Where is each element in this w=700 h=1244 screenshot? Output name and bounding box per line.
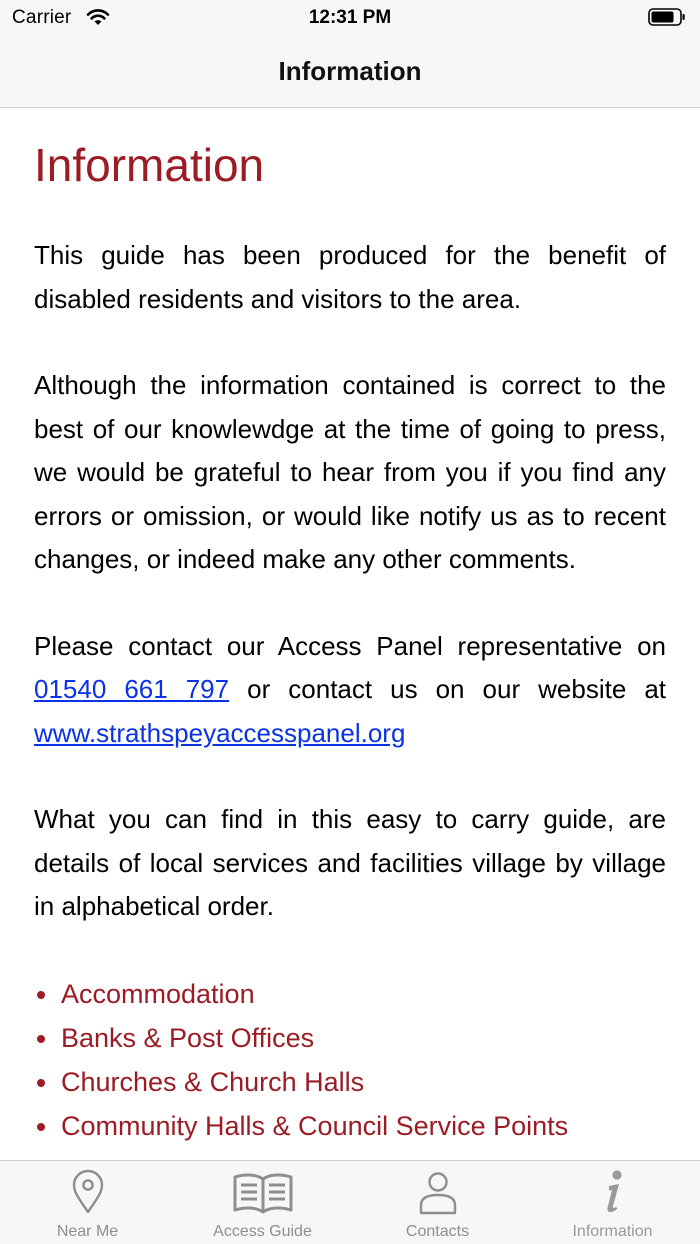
navigation-header (0, 0, 700, 108)
status-time: 12:31 PM (308, 7, 392, 28)
nav-title: Information (278, 56, 422, 86)
contact-text-middle: or contact us on our website at (229, 674, 666, 704)
contact-text-lead: Please contact our Access Panel representative on (34, 630, 666, 661)
guide-description-paragraph: What you can find in this easy to carry guide, are details of local services and facilities village by village in alphabetical order. (34, 804, 666, 921)
tab-label: Near Me (56, 1223, 119, 1240)
page-title: Information (34, 139, 265, 191)
tab-access-guide[interactable] (175, 1161, 350, 1244)
website-link[interactable]: www.strathspeyaccesspanel.org (34, 717, 406, 748)
tab-contacts[interactable] (350, 1161, 525, 1244)
status-bar (0, 0, 700, 36)
disclaimer-paragraph: Although the information contained is correct to the best of our knowlewdge at the time of going to press, we would be grateful to hear from you if you find any errors or omission, or would like notify us as to recent changes, or indeed make any other comments. (34, 370, 666, 574)
tab-label: Information (572, 1223, 653, 1240)
information-content[interactable] (34, 108, 666, 1160)
tab-label: Access Guide (213, 1223, 312, 1240)
phone-link[interactable]: 01540 661 797 (34, 674, 230, 704)
contact-paragraph (34, 625, 666, 756)
tab-label: Contacts (405, 1223, 470, 1240)
intro-paragraph: This guide has been produced for the benefit of disabled residents and visitors to the area. (34, 240, 666, 314)
list-item: Churches & Church Halls (34, 1060, 666, 1104)
list-item: Community Halls & Council Service Points (34, 1104, 666, 1148)
carrier-name: Carrier (12, 7, 72, 28)
tab-bar (0, 1160, 700, 1244)
list-item: Banks & Post Offices (34, 1016, 666, 1060)
tab-near-me[interactable] (0, 1161, 175, 1244)
tab-information[interactable] (525, 1161, 700, 1244)
list-item: Accommodation (34, 972, 666, 1016)
category-list (34, 972, 666, 1148)
